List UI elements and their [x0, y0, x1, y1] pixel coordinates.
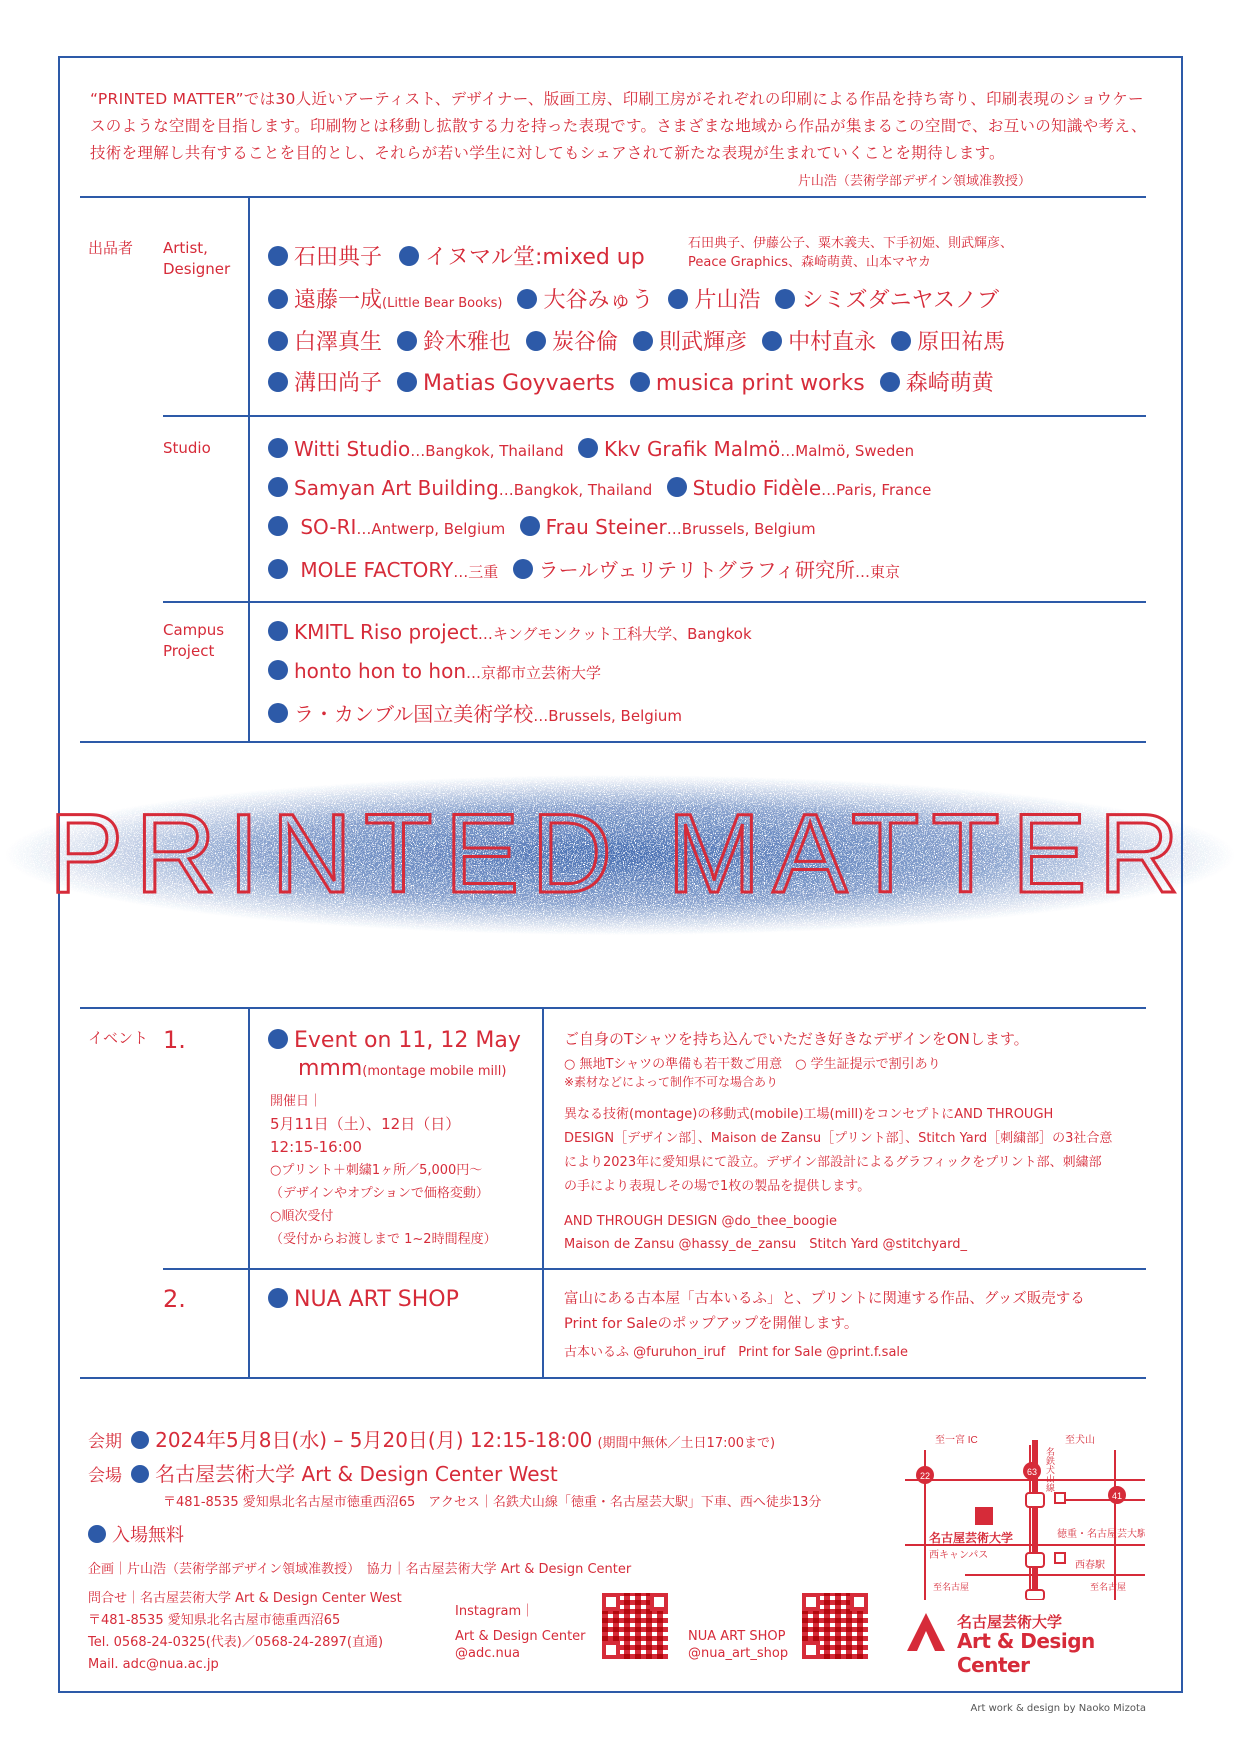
artist-label: Artist, Designer	[163, 239, 231, 278]
bullet-icon	[399, 246, 419, 266]
bullet-icon	[633, 331, 653, 351]
artist-row-1: 石田典子 イヌマル堂:mixed up	[268, 240, 645, 271]
campus-row-1: KMITL Riso project…キングモンクット工科大学、Bangkok	[268, 620, 752, 644]
bullet-icon	[775, 289, 795, 309]
divider-artist-studio	[163, 415, 1146, 417]
divider-events-bottom	[80, 1377, 1146, 1379]
event-1-desc-body: 異なる技術(montage)の移動式(mobile)工場(mill)をコンセプトにAND THROUGH DESIGN［デザイン部］、Maison de Zansu［プリント部］、Stitch Yard［刺繍部］の3社合意 により2023年に愛知県にて設立。デザイン部設計によるグラフィックをプリント部、刺繍部 の手により表現しその場で1枚の製品を提供します。	[564, 1107, 1113, 1194]
svg-text:至犬山: 至犬山	[1065, 1435, 1095, 1446]
artist-row-1-note: 石田典子、伊藤公子、粟木義夫、下手初姫、則武輝彦、 Peace Graphics、森崎萌黄、山本マヤカ	[688, 236, 1014, 270]
instagram-adc[interactable]: Art & Design Center @adc.nua	[455, 1629, 586, 1661]
bullet-icon	[520, 516, 540, 536]
period-row: 会期 2024年5月8日(水) – 5月20日(月) 12:15-18:00 (期間中無休／土日17:00まで)	[88, 1428, 776, 1452]
qr-code-shop[interactable]	[802, 1593, 868, 1659]
intro-signature: 片山浩（芸術学部デザイン領域准教授）	[797, 174, 1031, 189]
event-2-desc: 富山にある古本屋「古本いるふ」と、プリントに関連する作品、グッズ販売する Print for Saleのポップアップを開催します。	[564, 1291, 1085, 1332]
campus-row-3: ラ・カンブル国立美術学校…Brussels, Belgium	[268, 698, 682, 727]
studio-row-3: SO-RI…Antwerp, Belgium Frau Steiner…Brussels, Belgium	[268, 515, 816, 539]
event-1-subtitle: mmm(montage mobile mill)	[298, 1056, 507, 1081]
bullet-icon	[268, 477, 288, 497]
studio-row-4: MOLE FACTORY…三重 ラールヴェリテリトグラフィ研究所…東京	[268, 554, 900, 583]
qr-code-adc[interactable]	[602, 1593, 668, 1659]
artist-row-4: 溝田尚子 Matias Goyvaerts musica print works 森崎萌黄	[268, 366, 994, 397]
venue-address: 〒481-8535 愛知県北名古屋市徳重西沼65 アクセス｜名鉄犬山線「徳重・名古屋芸大駅」下車、西へ徒歩13分	[163, 1495, 822, 1510]
divider-events-vertical-2	[542, 1007, 544, 1377]
bullet-icon	[513, 559, 533, 579]
adc-logo: 名古屋芸術大学 Art & Design Center	[905, 1607, 1145, 1657]
bullet-icon	[268, 246, 288, 266]
bullet-icon	[268, 1029, 288, 1049]
main-title: PRINTED MATTER	[48, 791, 1192, 916]
bullet-icon	[517, 289, 537, 309]
bullet-icon	[268, 559, 288, 579]
title-band	[0, 760, 1241, 950]
bullet-icon	[268, 438, 288, 458]
divider-vertical-top	[248, 196, 250, 741]
instagram-label: Instagram｜	[455, 1604, 535, 1619]
bullet-icon	[131, 1431, 149, 1449]
svg-text:至名古屋: 至名古屋	[933, 1582, 970, 1592]
bullet-icon	[268, 621, 288, 641]
svg-text:至名古屋: 至名古屋	[1090, 1582, 1127, 1592]
bullet-icon	[397, 331, 417, 351]
studio-row-2: Samyan Art Building…Bangkok, Thailand Studio Fidèle…Paris, France	[268, 476, 931, 500]
artist-row-2: 遠藤一成(Little Bear Books) 大谷みゅう 片山浩 シミズダニヤスノブ	[268, 283, 999, 314]
divider-events-top	[80, 1007, 1146, 1009]
bullet-icon	[668, 289, 688, 309]
bullet-icon	[268, 660, 288, 680]
event-1-accounts: AND THROUGH DESIGN @do_thee_boogie Maison de Zansu @hassy_de_zansu Stitch Yard @stitchyard_	[564, 1214, 967, 1252]
artist-row-3: 白澤真生 鈴木雅也 炭谷倫 則武輝彦 中村直永 原田祐馬	[268, 325, 1005, 356]
svg-text:徳重・名古屋芸大駅: 徳重・名古屋芸大駅	[1057, 1529, 1145, 1540]
studio-row-1: Witti Studio…Bangkok, Thailand Kkv Grafik Malmö…Malmö, Sweden	[268, 437, 914, 461]
svg-text:名鉄犬山線: 名鉄犬山線	[1045, 1447, 1055, 1492]
svg-text:至一宮 IC: 至一宮 IC	[935, 1435, 978, 1446]
bullet-icon	[268, 516, 288, 536]
event-1-details: 開催日｜ 5月11日（土）、12日（日） 12:15-16:00 ○プリント＋刺繍1ヶ所／5,000円～ （デザインやオプションで価格変動） ○順次受付 （受付からお渡しまで 1~2時間程度）	[270, 1094, 497, 1247]
instagram-shop[interactable]: NUA ART SHOP @nua_art_shop	[688, 1629, 789, 1661]
campus-label: Campus Project	[163, 621, 225, 660]
credit: Art work & design by Naoko Mizota	[970, 1703, 1146, 1714]
svg-text:63: 63	[1026, 1467, 1038, 1477]
events-label: イベント	[88, 1029, 149, 1047]
bullet-icon	[397, 372, 417, 392]
bullet-icon	[268, 331, 288, 351]
event-1-desc-bullets: ○ 無地Tシャツの準備も若干数ご用意 ○ 学生証提示で割引あり	[564, 1057, 941, 1072]
logo-mark-icon	[905, 1611, 947, 1653]
planning-line: 企画｜片山浩（芸術学部デザイン領域准教授） 協力｜名古屋芸術大学 Art & Design Center	[88, 1562, 632, 1577]
svg-text:41: 41	[1111, 1491, 1123, 1501]
title-svg	[0, 760, 1241, 950]
map-svg	[905, 1425, 1145, 1600]
event-2-title: NUA ART SHOP	[268, 1287, 459, 1312]
divider-studio-campus	[163, 601, 1146, 603]
bullet-icon	[268, 289, 288, 309]
school-marker	[975, 1507, 993, 1525]
bullet-icon	[630, 372, 650, 392]
svg-text:西春駅: 西春駅	[1075, 1560, 1105, 1571]
event-2-number: 2.	[163, 1285, 186, 1313]
svg-text:22: 22	[919, 1471, 931, 1481]
studio-label: Studio	[163, 439, 211, 457]
svg-text:西キャンパス: 西キャンパス	[929, 1550, 989, 1561]
bullet-icon	[131, 1465, 149, 1483]
bullet-icon	[891, 331, 911, 351]
contact-block: 問合せ｜名古屋芸術大学 Art & Design Center West 〒481-8535 愛知県北名古屋市徳重西沼65 Tel. 0568-24-0325(代表)／0568-24-2897(直通) Mail. adc@nua.ac.jp	[88, 1591, 402, 1672]
event-1-title: Event on 11, 12 May	[268, 1028, 521, 1053]
bullet-icon	[88, 1525, 106, 1543]
event-1-desc-head: ご自身のTシャツを持ち込んでいただき好きなデザインをONします。	[564, 1030, 1029, 1048]
campus-row-2: honto hon to hon…京都市立芸術大学	[268, 659, 601, 683]
divider-top	[80, 196, 1146, 198]
bullet-icon	[268, 372, 288, 392]
admission-row: 入場無料	[88, 1521, 184, 1547]
divider-events-middle	[163, 1268, 1146, 1270]
svg-text:名古屋芸術大学: 名古屋芸術大学	[929, 1531, 1014, 1545]
exhibitors-label: 出品者	[88, 239, 134, 257]
bullet-icon	[268, 703, 288, 723]
intro-text: “PRINTED MATTER”では30人近いアーティスト、デザイナー、版画工房、印刷工房がそれぞれの印刷による作品を持ち寄り、印刷表現のショウケースのような空間を目指します。印刷物とは移動し拡散する力を持った表現です。さまざまな地域から作品が集まるこの空間で、お互いの知識や考え、技術を理解し共有することを目的とし、それらが若い学生に対してもシェアされて新たな表現が生まれていくことを期待します。	[90, 90, 1147, 162]
access-map	[905, 1425, 1145, 1600]
bullet-icon	[762, 331, 782, 351]
divider-events-vertical-1	[248, 1007, 250, 1377]
bullet-icon	[578, 438, 598, 458]
bullet-icon	[880, 372, 900, 392]
bullet-icon	[526, 331, 546, 351]
divider-bottom-list	[80, 741, 1146, 743]
venue-row: 会場 名古屋芸術大学 Art & Design Center West	[88, 1462, 558, 1486]
bullet-icon	[667, 477, 687, 497]
event-1-desc-note: ※素材などによって制作不可な場合あり	[564, 1075, 779, 1089]
event-2-accounts: 古本いるふ @furuhon_iruf Print for Sale @print.f.sale	[564, 1345, 909, 1360]
event-1-number: 1.	[163, 1026, 186, 1054]
bullet-icon	[268, 1288, 288, 1308]
